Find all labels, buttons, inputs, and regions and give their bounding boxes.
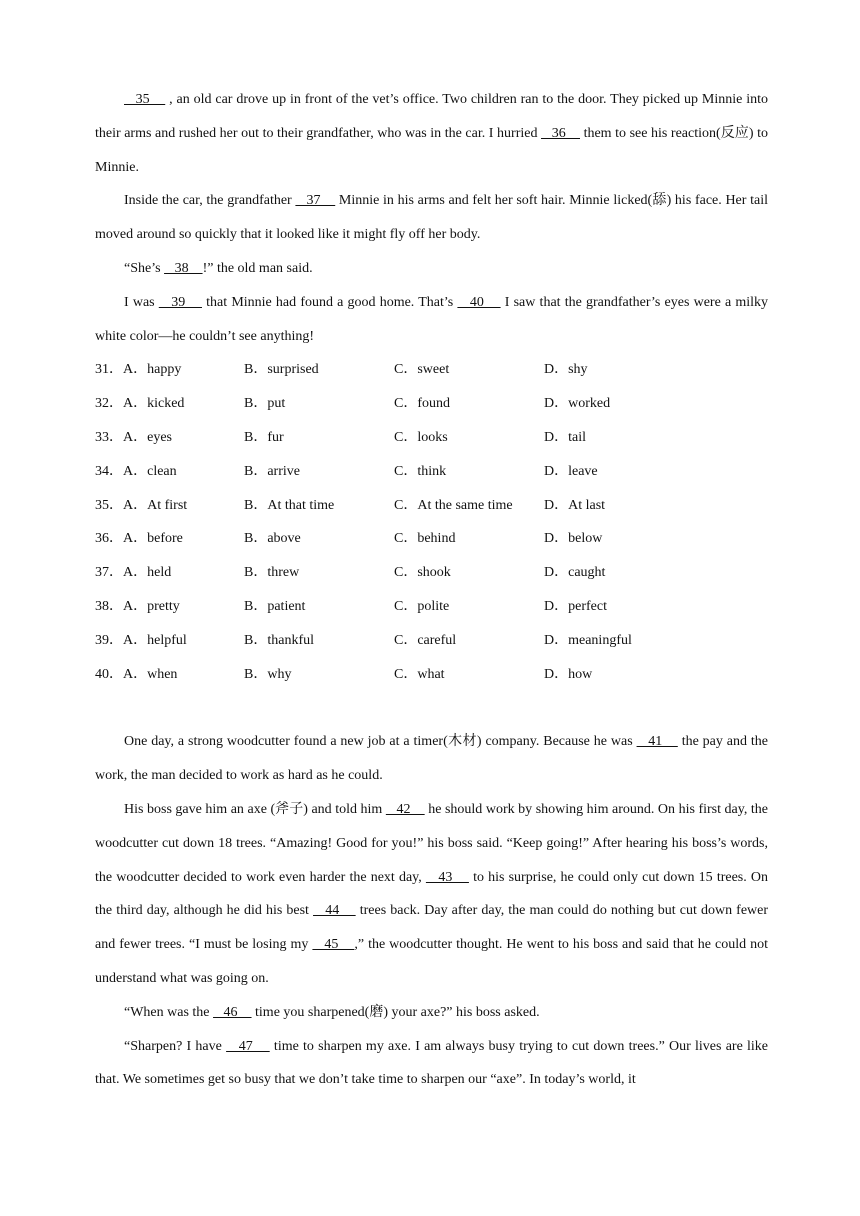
option-a: 31．A．happy: [95, 362, 182, 378]
option-a: 36．A．before: [95, 531, 183, 547]
question-row: [95, 421, 768, 455]
option-d: D．shy: [544, 362, 588, 378]
option-b: B．surprised: [244, 362, 319, 378]
option-a: 40．A．when: [95, 666, 178, 682]
blank-41: 41: [636, 734, 678, 750]
paragraph-37: Inside the car, the grandfather 37 Minnie in his arms and felt her soft hair. Minnie licked(舔) his face. Her tail moved around so quickly that it looked like it might fly off her body.: [95, 193, 769, 243]
option-a: 34．A．clean: [95, 463, 177, 479]
option-b: B．thankful: [244, 632, 314, 648]
paragraph-47: “Sharpen? I have 47 time to sharpen my axe. I am always busy trying to cut down trees.” Our lives are like that. We sometimes get so busy that we don’t take time to sharpen our “axe”. In today’s world, it: [95, 1038, 769, 1088]
option-a: 37．A．held: [95, 565, 172, 581]
option-d: D．worked: [544, 396, 611, 412]
paragraph-39-40: I was 39 that Minnie had found a good home. That’s 40 I saw that the grandfather’s eyes were a milky white color—he couldn’t see anything!: [95, 294, 769, 344]
option-c: C．sweet: [394, 362, 450, 378]
option-c: C．looks: [394, 429, 448, 445]
blank-42: 42: [385, 801, 425, 817]
option-a: 35．A．At first: [95, 497, 188, 513]
option-b: B．put: [244, 396, 286, 412]
blank-45: 45: [312, 937, 355, 953]
option-b: B．threw: [244, 565, 300, 581]
question-row: [95, 387, 768, 421]
question-row: [95, 353, 768, 387]
document-page: [95, 83, 768, 1097]
option-b: B．At that time: [244, 497, 335, 513]
question-row: [95, 522, 768, 556]
blank-38: 38: [164, 260, 203, 276]
option-d: D．below: [544, 531, 603, 547]
paragraph-38: “She’s 38 !” the old man said.: [124, 260, 313, 276]
blank-44: 44: [313, 903, 356, 919]
option-a: 39．A．helpful: [95, 632, 187, 648]
question-row: [95, 658, 768, 692]
option-c: C．polite: [394, 598, 450, 614]
question-row: [95, 624, 768, 658]
option-d: D．meaningful: [544, 632, 632, 648]
paragraph-35: 35 , an old car drove up in front of the vet’s office. Two children ran to the door. They picked up Minnie into their arms and rushed her out to their grandfather, who was in the car. I hurried 36 them to see his reaction(反应) to Minnie.: [95, 92, 768, 175]
option-a: 32．A．kicked: [95, 396, 185, 412]
blank-37: 37: [295, 193, 336, 209]
blank-35: 35: [124, 92, 166, 107]
option-d: D．leave: [544, 463, 598, 479]
paragraph-41: One day, a strong woodcutter found a new job at a timer(木材) company. Because he was 41 the pay and the work, the man decided to work as hard as he could.: [95, 734, 768, 784]
option-b: B．fur: [244, 429, 284, 445]
blank-36: 36: [541, 125, 580, 141]
option-c: C．think: [394, 463, 447, 479]
blank-43: 43: [425, 869, 469, 885]
option-b: B．why: [244, 666, 292, 682]
question-row: [95, 556, 768, 590]
option-a: 33．A．eyes: [95, 429, 172, 445]
question-options-list: [95, 353, 768, 691]
blank-40: 40: [457, 294, 501, 310]
option-a: 38．A．pretty: [95, 598, 180, 614]
section-spacer: [95, 691, 768, 725]
option-b: B．arrive: [244, 463, 300, 479]
blank-47: 47: [226, 1038, 270, 1054]
option-b: B．patient: [244, 598, 306, 614]
option-d: D．At last: [544, 497, 606, 513]
option-c: C．careful: [394, 632, 457, 648]
option-d: D．how: [544, 666, 593, 682]
option-c: C．shook: [394, 565, 451, 581]
option-c: C．found: [394, 396, 450, 412]
blank-46: 46: [213, 1004, 252, 1020]
question-row: [95, 455, 768, 489]
question-row: [95, 590, 768, 624]
option-c: C．behind: [394, 531, 456, 547]
option-d: D．caught: [544, 565, 606, 581]
option-c: C．At the same time: [394, 497, 513, 513]
option-d: D．perfect: [544, 598, 607, 614]
question-row: [95, 489, 768, 523]
paragraph-46: “When was the 46 time you sharpened(磨) your axe?” his boss asked.: [124, 1004, 540, 1020]
option-b: B．above: [244, 531, 301, 547]
blank-39: 39: [158, 294, 202, 310]
option-c: C．what: [394, 666, 445, 682]
paragraph-42-45: His boss gave him an axe (斧子) and told him 42 he should work by showing him around. On his first day, the woodcutter cut down 18 trees. “Amazing! Good for you!” his boss said. “Keep going!” After hearing his boss’s words, the woodcutter decided to work even harder the next day, 43 to his surprise, he could only cut down 15 trees. On the third day, although he did his best 44 trees back. Day after day, the man could do nothing but cut down fewer and fewer trees. “I must be losing my 45 ,” the woodcutter thought. He went to his boss and said that he could not understand what was going on.: [95, 801, 769, 986]
option-d: D．tail: [544, 429, 586, 445]
